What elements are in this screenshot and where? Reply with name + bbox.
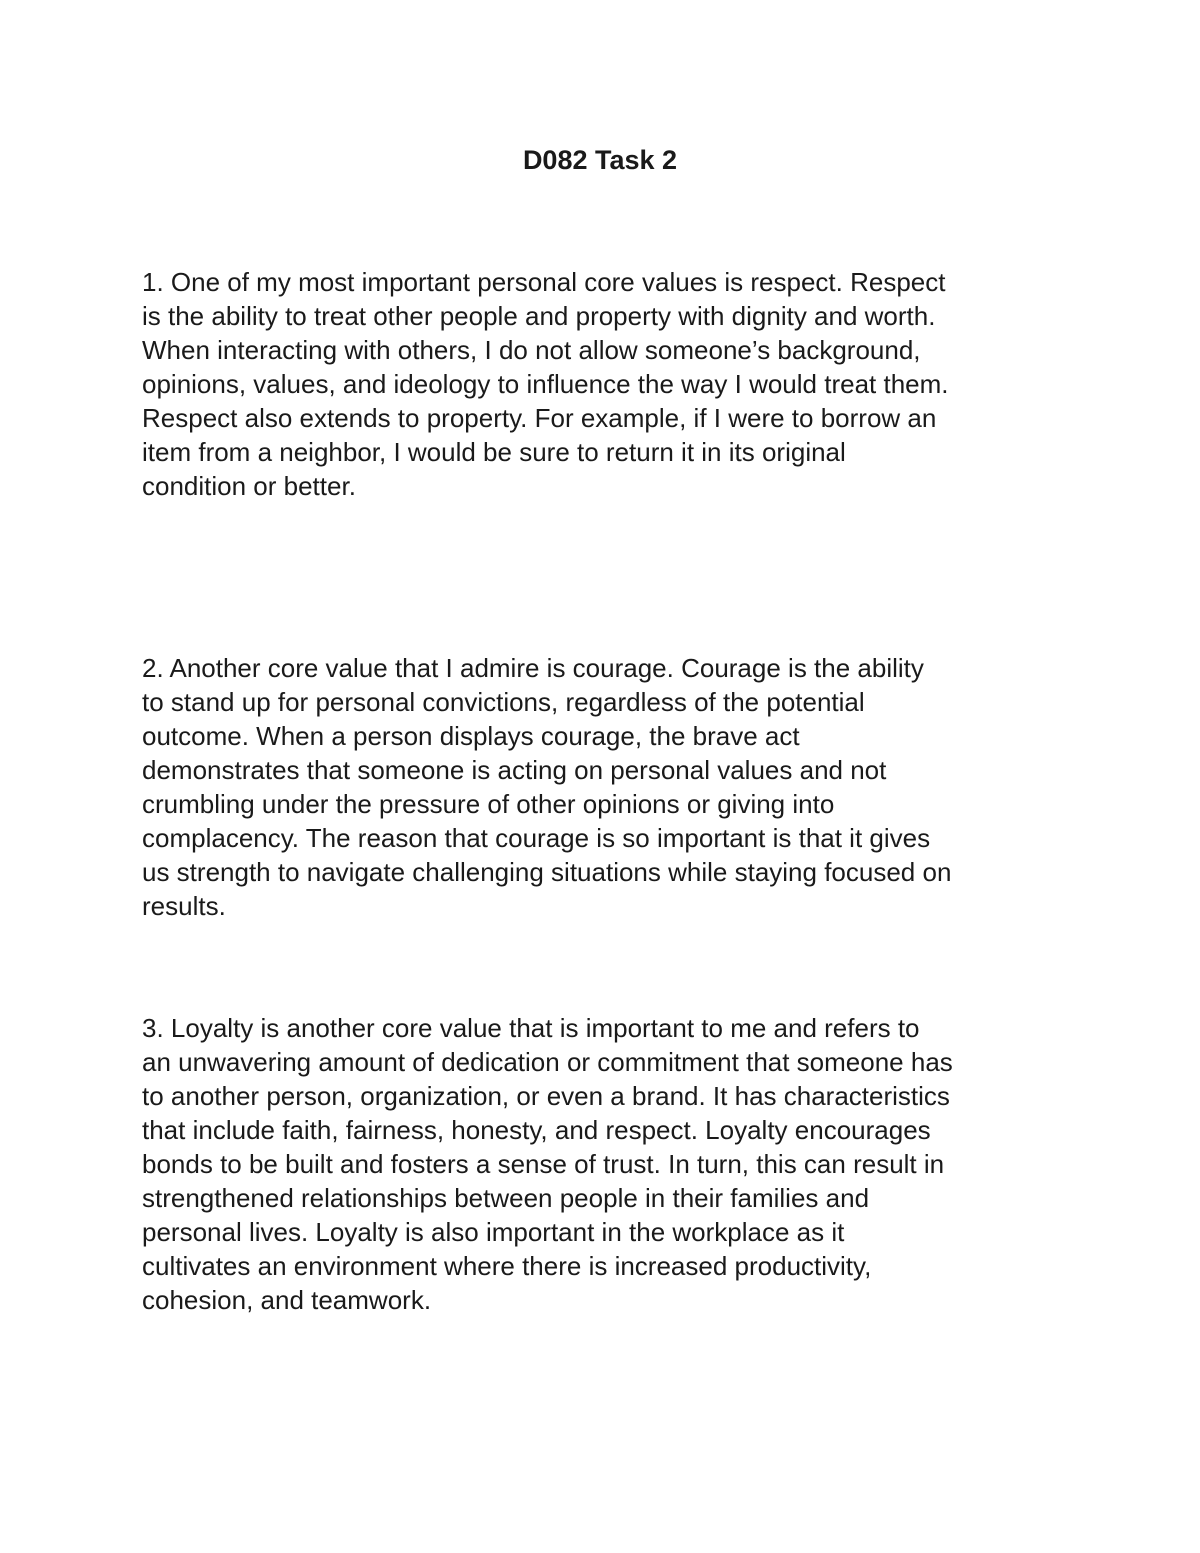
paragraph-line: demonstrates that someone is acting on personal values and not [142,755,887,785]
paragraph-line: to stand up for personal convictions, regardless of the potential [142,687,865,717]
paragraph-line: opinions, values, and ideology to influence the way I would treat them. [142,369,949,399]
paragraph-line: 2. Another core value that I admire is courage. Courage is the ability [142,653,924,683]
paragraph-line: to another person, organization, or even a brand. It has characteristics [142,1081,950,1111]
paragraph-line: strengthened relationships between people in their families and [142,1183,870,1213]
paragraph-line: results. [142,891,226,921]
paragraph-line: us strength to navigate challenging situations while staying focused on [142,857,952,887]
paragraph-line: item from a neighbor, I would be sure to return it in its original [142,437,846,467]
paragraph-line: cultivates an environment where there is increased productivity, [142,1251,872,1281]
paragraph-line: 3. Loyalty is another core value that is important to me and refers to [142,1013,920,1043]
paragraph-line: that include faith, fairness, honesty, and respect. Loyalty encourages [142,1115,931,1145]
paragraph-line: 1. One of my most important personal core values is respect. Respect [142,267,946,297]
paragraph-courage [142,651,951,923]
document-title: D082 Task 2 [522,145,678,175]
paragraph-line: cohesion, and teamwork. [142,1285,432,1315]
paragraph-respect [142,265,949,503]
paragraph-loyalty [142,1011,953,1317]
paragraph-line: outcome. When a person displays courage, the brave act [142,721,800,751]
paragraph-line: complacency. The reason that courage is so important is that it gives [142,823,931,853]
paragraph-line: crumbling under the pressure of other opinions or giving into [142,789,835,819]
paragraph-line: Respect also extends to property. For example, if I were to borrow an [142,403,937,433]
paragraph-line: bonds to be built and fosters a sense of trust. In turn, this can result in [142,1149,945,1179]
paragraph-line: When interacting with others, I do not allow someone’s background, [142,335,921,365]
paragraph-line: personal lives. Loyalty is also important in the workplace as it [142,1217,845,1247]
paragraph-line: condition or better. [142,471,356,501]
paragraph-line: is the ability to treat other people and property with dignity and worth. [142,301,936,331]
paragraph-line: an unwavering amount of dedication or commitment that someone has [142,1047,953,1077]
